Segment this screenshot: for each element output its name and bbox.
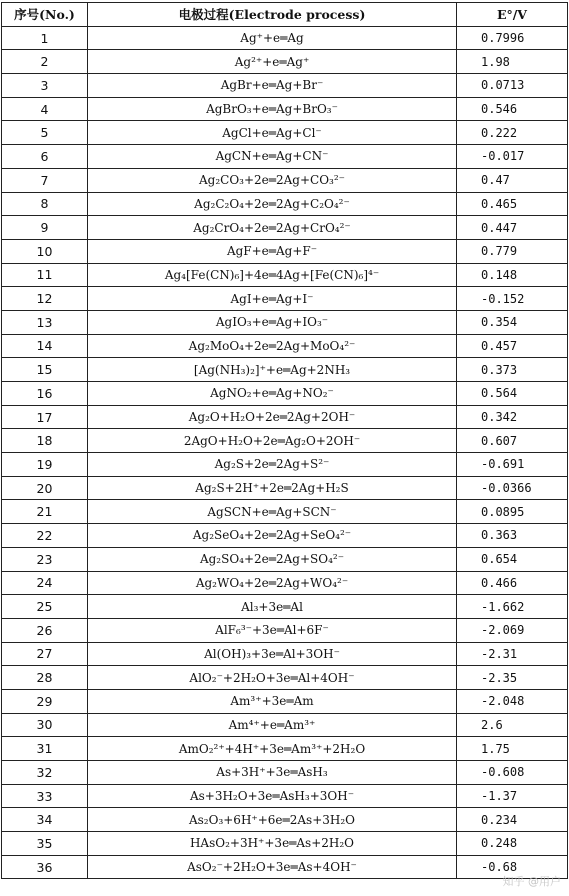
row-potential: 0.457 bbox=[457, 334, 568, 358]
row-no: 25 bbox=[2, 595, 88, 619]
row-no: 16 bbox=[2, 382, 88, 406]
row-no: 2 bbox=[2, 50, 88, 74]
row-potential: 0.607 bbox=[457, 429, 568, 453]
table-row bbox=[2, 310, 568, 334]
row-process: Ag₂CrO₄+2e═2Ag+CrO₄²⁻ bbox=[88, 216, 457, 240]
row-process: AgBr+e═Ag+Br⁻ bbox=[88, 74, 457, 98]
row-process: 2AgO+H₂O+2e═Ag₂O+2OH⁻ bbox=[88, 429, 457, 453]
row-potential: 0.0895 bbox=[457, 500, 568, 524]
row-potential: 0.47 bbox=[457, 168, 568, 192]
row-potential: -2.048 bbox=[457, 689, 568, 713]
table-row bbox=[2, 50, 568, 74]
row-process: Am⁴⁺+e═Am³⁺ bbox=[88, 713, 457, 737]
row-no: 1 bbox=[2, 26, 88, 50]
row-no: 26 bbox=[2, 618, 88, 642]
table-row bbox=[2, 382, 568, 406]
row-process: Ag₄[Fe(CN)₆]+4e═4Ag+[Fe(CN)₆]⁴⁻ bbox=[88, 263, 457, 287]
row-potential: 0.7996 bbox=[457, 26, 568, 50]
row-process: Ag₂C₂O₄+2e═2Ag+C₂O₄²⁻ bbox=[88, 192, 457, 216]
row-potential: 0.363 bbox=[457, 524, 568, 548]
table-row bbox=[2, 121, 568, 145]
row-potential: 0.0713 bbox=[457, 74, 568, 98]
row-process: Ag₂SO₄+2e═2Ag+SO₄²⁻ bbox=[88, 547, 457, 571]
table-row bbox=[2, 263, 568, 287]
table-row bbox=[2, 358, 568, 382]
row-process: As₂O₃+6H⁺+6e═2As+3H₂O bbox=[88, 808, 457, 832]
row-potential: -0.017 bbox=[457, 145, 568, 169]
row-potential: -1.37 bbox=[457, 784, 568, 808]
row-potential: 0.465 bbox=[457, 192, 568, 216]
row-potential: -1.662 bbox=[457, 595, 568, 619]
row-potential: 1.98 bbox=[457, 50, 568, 74]
row-no: 30 bbox=[2, 713, 88, 737]
table-row bbox=[2, 74, 568, 98]
row-process: Ag₂S+2H⁺+2e═2Ag+H₂S bbox=[88, 476, 457, 500]
row-no: 27 bbox=[2, 642, 88, 666]
row-potential: 1.75 bbox=[457, 737, 568, 761]
row-process: As+3H₂O+3e═AsH₃+3OH⁻ bbox=[88, 784, 457, 808]
header-potential: E°/V bbox=[457, 3, 568, 27]
row-process: AgNO₂+e═Ag+NO₂⁻ bbox=[88, 382, 457, 406]
row-potential: 0.779 bbox=[457, 239, 568, 263]
row-process: Ag₂CO₃+2e═2Ag+CO₃²⁻ bbox=[88, 168, 457, 192]
row-process: [Ag(NH₃)₂]⁺+e═Ag+2NH₃ bbox=[88, 358, 457, 382]
row-process: As+3H⁺+3e═AsH₃ bbox=[88, 761, 457, 785]
row-process: Ag₂O+H₂O+2e═2Ag+2OH⁻ bbox=[88, 405, 457, 429]
row-potential: -2.35 bbox=[457, 666, 568, 690]
row-potential: 0.466 bbox=[457, 571, 568, 595]
row-potential: 0.148 bbox=[457, 263, 568, 287]
row-potential: 0.564 bbox=[457, 382, 568, 406]
table-row bbox=[2, 429, 568, 453]
table-row bbox=[2, 192, 568, 216]
table-body bbox=[2, 26, 568, 879]
table-row bbox=[2, 287, 568, 311]
row-no: 28 bbox=[2, 666, 88, 690]
row-no: 21 bbox=[2, 500, 88, 524]
row-potential: 0.342 bbox=[457, 405, 568, 429]
table-row bbox=[2, 334, 568, 358]
table-row bbox=[2, 618, 568, 642]
table-header-row bbox=[2, 3, 568, 27]
row-potential: -0.608 bbox=[457, 761, 568, 785]
row-no: 35 bbox=[2, 832, 88, 856]
row-no: 23 bbox=[2, 547, 88, 571]
row-no: 12 bbox=[2, 287, 88, 311]
row-no: 33 bbox=[2, 784, 88, 808]
row-process: Ag₂WO₄+2e═2Ag+WO₄²⁻ bbox=[88, 571, 457, 595]
row-process: Ag₂S+2e═2Ag+S²⁻ bbox=[88, 453, 457, 477]
row-process: AgCl+e═Ag+Cl⁻ bbox=[88, 121, 457, 145]
table-row bbox=[2, 239, 568, 263]
row-process: Ag⁺+e═Ag bbox=[88, 26, 457, 50]
row-process: AlO₂⁻+2H₂O+3e═Al+4OH⁻ bbox=[88, 666, 457, 690]
row-process: Al₃+3e═Al bbox=[88, 595, 457, 619]
table-row bbox=[2, 26, 568, 50]
row-no: 17 bbox=[2, 405, 88, 429]
electrode-potential-table bbox=[1, 2, 568, 879]
row-potential: 0.447 bbox=[457, 216, 568, 240]
row-no: 20 bbox=[2, 476, 88, 500]
row-no: 6 bbox=[2, 145, 88, 169]
row-potential: -2.31 bbox=[457, 642, 568, 666]
row-potential: -0.68 bbox=[457, 855, 568, 879]
row-no: 34 bbox=[2, 808, 88, 832]
row-process: AgIO₃+e═Ag+IO₃⁻ bbox=[88, 310, 457, 334]
row-process: AsO₂⁻+2H₂O+3e═As+4OH⁻ bbox=[88, 855, 457, 879]
row-no: 24 bbox=[2, 571, 88, 595]
row-potential: 0.234 bbox=[457, 808, 568, 832]
table-row bbox=[2, 453, 568, 477]
table-row bbox=[2, 642, 568, 666]
header-process: 电极过程(Electrode process) bbox=[88, 3, 457, 27]
row-potential: -2.069 bbox=[457, 618, 568, 642]
row-no: 10 bbox=[2, 239, 88, 263]
row-no: 22 bbox=[2, 524, 88, 548]
row-process: Ag₂SeO₄+2e═2Ag+SeO₄²⁻ bbox=[88, 524, 457, 548]
row-process: Am³⁺+3e═Am bbox=[88, 689, 457, 713]
row-process: AgCN+e═Ag+CN⁻ bbox=[88, 145, 457, 169]
row-no: 36 bbox=[2, 855, 88, 879]
row-no: 19 bbox=[2, 453, 88, 477]
row-process: AgI+e═Ag+I⁻ bbox=[88, 287, 457, 311]
table-row bbox=[2, 808, 568, 832]
table-row bbox=[2, 168, 568, 192]
row-no: 7 bbox=[2, 168, 88, 192]
table-row bbox=[2, 216, 568, 240]
row-process: HAsO₂+3H⁺+3e═As+2H₂O bbox=[88, 832, 457, 856]
row-no: 3 bbox=[2, 74, 88, 98]
row-no: 11 bbox=[2, 263, 88, 287]
table-row bbox=[2, 595, 568, 619]
row-process: Ag₂MoO₄+2e═2Ag+MoO₄²⁻ bbox=[88, 334, 457, 358]
table-row bbox=[2, 832, 568, 856]
table-row bbox=[2, 405, 568, 429]
row-no: 18 bbox=[2, 429, 88, 453]
table-row bbox=[2, 761, 568, 785]
row-no: 14 bbox=[2, 334, 88, 358]
row-potential: 0.248 bbox=[457, 832, 568, 856]
row-potential: 0.654 bbox=[457, 547, 568, 571]
row-process: AgSCN+e═Ag+SCN⁻ bbox=[88, 500, 457, 524]
row-potential: 0.373 bbox=[457, 358, 568, 382]
row-potential: -0.691 bbox=[457, 453, 568, 477]
table-row bbox=[2, 524, 568, 548]
table-row bbox=[2, 737, 568, 761]
table-row bbox=[2, 784, 568, 808]
row-process: AmO₂²⁺+4H⁺+3e═Am³⁺+2H₂O bbox=[88, 737, 457, 761]
row-no: 13 bbox=[2, 310, 88, 334]
table-row bbox=[2, 500, 568, 524]
table-row bbox=[2, 97, 568, 121]
header-no: 序号(No.) bbox=[2, 3, 88, 27]
row-no: 9 bbox=[2, 216, 88, 240]
table-row bbox=[2, 689, 568, 713]
row-process: AlF₆³⁻+3e═Al+6F⁻ bbox=[88, 618, 457, 642]
row-potential: 0.222 bbox=[457, 121, 568, 145]
row-no: 31 bbox=[2, 737, 88, 761]
row-process: Ag²⁺+e═Ag⁺ bbox=[88, 50, 457, 74]
row-process: AgF+e═Ag+F⁻ bbox=[88, 239, 457, 263]
row-potential: 0.546 bbox=[457, 97, 568, 121]
row-potential: -0.0366 bbox=[457, 476, 568, 500]
table-row bbox=[2, 547, 568, 571]
row-potential: 2.6 bbox=[457, 713, 568, 737]
table-row bbox=[2, 145, 568, 169]
row-no: 5 bbox=[2, 121, 88, 145]
table-row bbox=[2, 666, 568, 690]
row-process: Al(OH)₃+3e═Al+3OH⁻ bbox=[88, 642, 457, 666]
watermark: 知乎 @用户 bbox=[502, 875, 561, 888]
table-row bbox=[2, 713, 568, 737]
row-no: 15 bbox=[2, 358, 88, 382]
row-no: 29 bbox=[2, 689, 88, 713]
table-row bbox=[2, 855, 568, 879]
row-no: 8 bbox=[2, 192, 88, 216]
row-no: 32 bbox=[2, 761, 88, 785]
row-no: 4 bbox=[2, 97, 88, 121]
row-potential: -0.152 bbox=[457, 287, 568, 311]
row-potential: 0.354 bbox=[457, 310, 568, 334]
row-process: AgBrO₃+e═Ag+BrO₃⁻ bbox=[88, 97, 457, 121]
table-row bbox=[2, 571, 568, 595]
table-row bbox=[2, 476, 568, 500]
